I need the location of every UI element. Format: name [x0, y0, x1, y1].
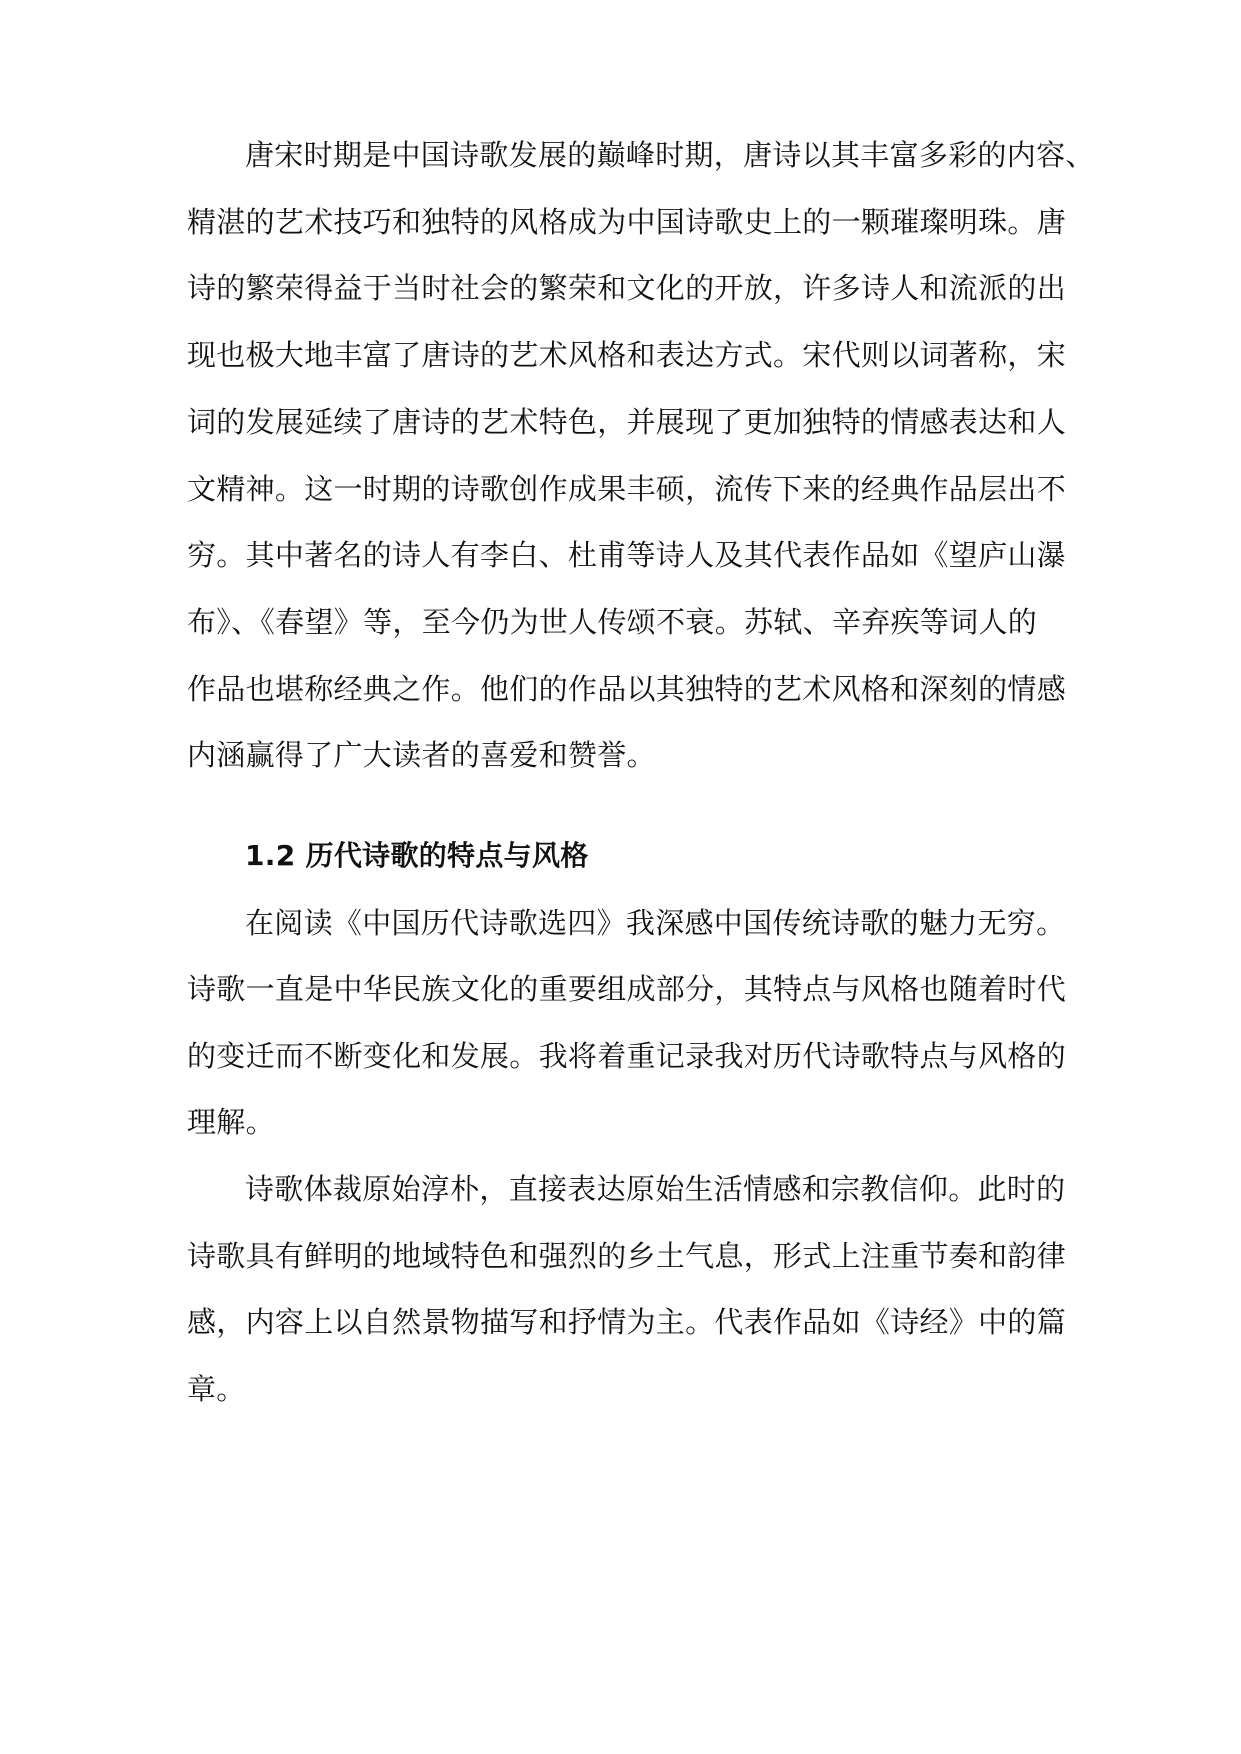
paragraph-line: 章。 [187, 1372, 246, 1406]
paragraph-line: 诗歌具有鲜明的地域特色和强烈的乡土气息，形式上注重节奏和韵律 [187, 1239, 1067, 1273]
paragraph-line: 穷。其中著名的诗人有李白、杜甫等诗人及其代表作品如《望庐山瀑 [187, 538, 1067, 572]
paragraph-line: 现也极大地丰富了唐诗的艺术风格和表达方式。宋代则以词著称，宋 [187, 338, 1067, 372]
paragraph-line: 的变迁而不断变化和发展。我将着重记录我对历代诗歌特点与风格的 [187, 1039, 1067, 1073]
paragraph-line: 精湛的艺术技巧和独特的风格成为中国诗歌史上的一颗璀璨明珠。唐 [187, 205, 1067, 239]
paragraph-line: 内涵赢得了广大读者的喜爱和赞誉。 [187, 738, 656, 772]
paragraph-line: 感，内容上以自然景物描写和抒情为主。代表作品如《诗经》中的篇 [187, 1305, 1067, 1339]
paragraph-line: 词的发展延续了唐诗的艺术特色，并展现了更加独特的情感表达和人 [187, 405, 1067, 439]
paragraph-line: 文精神。这一时期的诗歌创作成果丰硕，流传下来的经典作品层出不 [187, 472, 1067, 506]
paragraph-line: 诗歌体裁原始淳朴，直接表达原始生活情感和宗教信仰。此时的 [245, 1172, 1066, 1206]
paragraph-line: 在阅读《中国历代诗歌选四》我深感中国传统诗歌的魅力无穷。 [245, 906, 1066, 940]
section-heading: 1.2 历代诗歌的特点与风格 [245, 839, 589, 872]
paragraph-line: 诗歌一直是中华民族文化的重要组成部分，其特点与风格也随着时代 [187, 972, 1067, 1006]
paragraph-line: 布》、《春望》等，至今仍为世人传颂不衰。苏轼、辛弃疾等词人的 [187, 605, 1038, 639]
paragraph-line: 作品也堪称经典之作。他们的作品以其独特的艺术风格和深刻的情感 [187, 672, 1067, 706]
paragraph-line: 理解。 [187, 1105, 275, 1139]
paragraph-line: 唐宋时期是中国诗歌发展的巅峰时期，唐诗以其丰富多彩的内容、 [245, 138, 1095, 172]
paragraph-line: 诗的繁荣得益于当时社会的繁荣和文化的开放，许多诗人和流派的出 [187, 271, 1067, 305]
